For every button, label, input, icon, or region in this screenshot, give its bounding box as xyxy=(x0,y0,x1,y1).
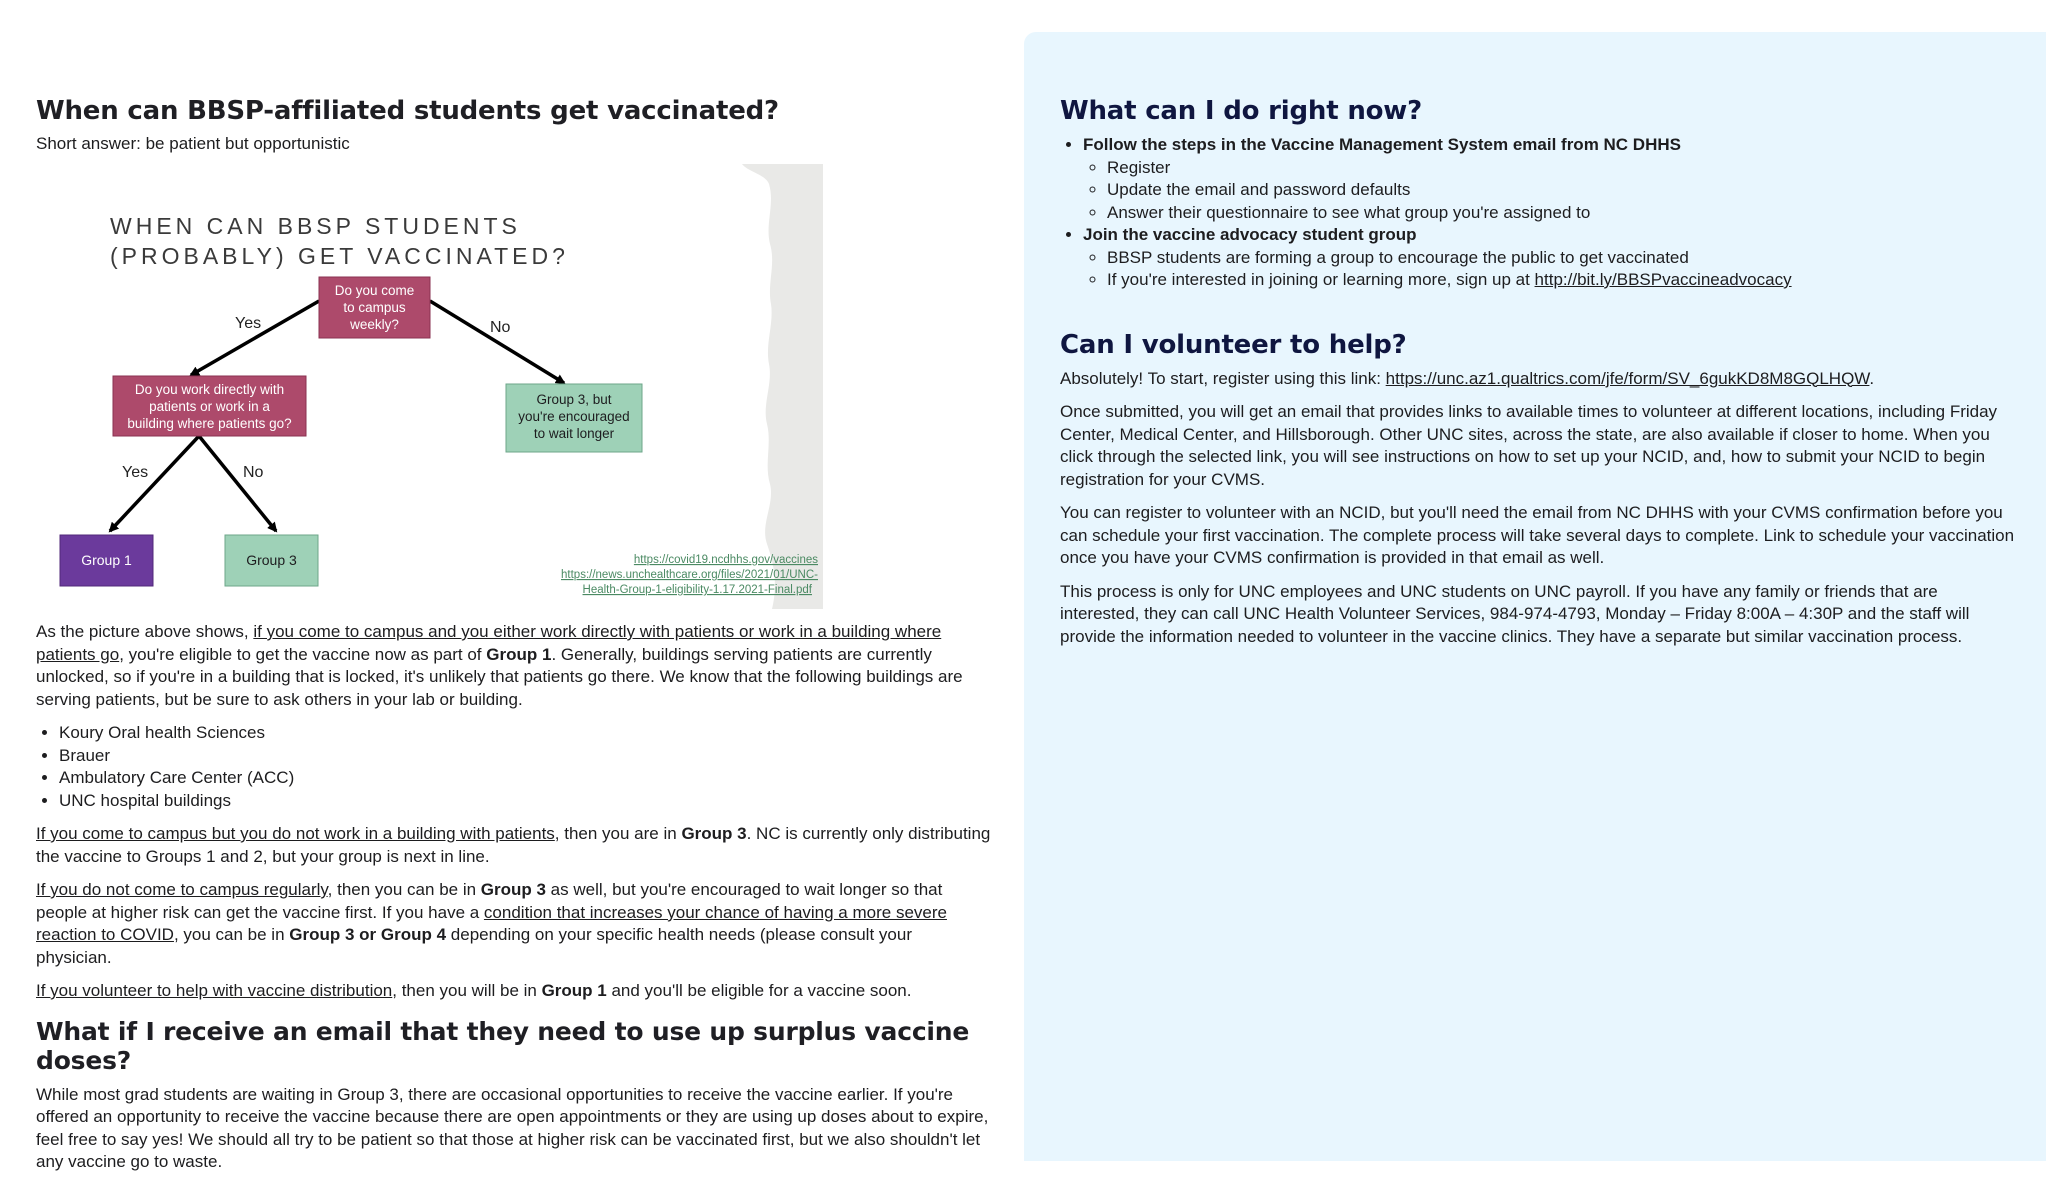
action-item xyxy=(1083,224,2020,292)
question2-line1: Do you work directly with xyxy=(134,382,285,397)
arrow-no1 xyxy=(430,301,564,383)
arrow-yes1 xyxy=(191,301,319,375)
page-heading: When can BBSP-affiliated students get vaccinated? xyxy=(36,96,779,126)
p3-text-b: as well, but you're encouraged to wait longer so that people at higher risk can get the vaccine first. If you have a xyxy=(36,880,943,922)
surplus-heading: What if I receive an email that they need to use up surplus vaccine doses? xyxy=(36,1016,970,1075)
p2-underline: If you come to campus but you do not work in a building with patients xyxy=(36,824,555,843)
p3-text-d: depending on your specific health needs (please consult your physician. xyxy=(36,925,912,967)
left-column xyxy=(36,96,992,1185)
p1-text-a: As the picture above shows, xyxy=(36,622,254,641)
building-item: • Brauer xyxy=(59,745,992,768)
qualtrics-link[interactable]: https://unc.az1.qualtrics.com/jfe/form/SV_6gukKD8M8GQLHQW xyxy=(1385,368,1870,388)
p2-bold-group: Group 3 xyxy=(681,824,747,843)
paragraph-remote xyxy=(36,879,992,969)
sub-item: ◦ BBSP students are forming a group to encourage the public to get vaccinated xyxy=(1107,247,2020,270)
p1-text-b: , you're eligible to get the vaccine now as part of xyxy=(119,644,487,664)
building-item: • Ambulatory Care Center (ACC) xyxy=(59,767,992,790)
sub-item: ◦ Update the email and password defaults xyxy=(1107,179,2020,202)
label-no2: No xyxy=(243,464,264,481)
action-item-label: Join the vaccine advocacy student group xyxy=(1083,225,1417,244)
sub-item: ◦ Answer their questionnaire to see what group you're assigned to xyxy=(1107,202,2020,225)
group1-label: Group 1 xyxy=(81,552,132,568)
question2-line2: patients or work in a xyxy=(149,399,270,414)
right-panel xyxy=(1024,32,2046,1161)
p2-text-a: , then you are in xyxy=(554,824,682,843)
group3-label: Group 3 xyxy=(246,552,297,568)
action-list xyxy=(1060,134,2020,292)
action-sublist xyxy=(1083,247,2020,292)
p3-bold-group1: Group 3 xyxy=(480,880,546,899)
flowchart-figure xyxy=(36,164,826,609)
question2-line3: building where patients go? xyxy=(127,416,292,431)
action-item xyxy=(1083,134,2020,224)
building-item: • Koury Oral health Sciences xyxy=(59,722,992,745)
p4-text-b: and you'll be eligible for a vaccine soon. xyxy=(606,981,912,1000)
p1-underline: if you come to campus and you either work directly with patients or work in a building where patients go xyxy=(36,622,942,664)
source-link-3: Health-Group-1-eligibility-1.17.2021-Final.pdf xyxy=(582,584,812,596)
label-yes2: Yes xyxy=(122,464,149,481)
group3-wait-line1: Group 3, but xyxy=(536,392,612,407)
p4-bold-group: Group 1 xyxy=(541,981,607,1000)
sub-item: ◦ Register xyxy=(1107,157,2020,180)
p2-text-b: . NC is currently only distributing the vaccine to Groups 1 and 2, but your group is next in line. xyxy=(36,824,991,866)
p3-text-c: , you can be in xyxy=(173,925,290,944)
p3-underline-2: condition that increases your chance of having a more severe reaction to COVID xyxy=(36,902,947,944)
arrow-no2 xyxy=(199,436,276,531)
volunteer-paragraph-3: You can register to volunteer with an NCID, but you'll need the email from NC DHHS with your CVMS confirmation before you can schedule your first vaccination. The complete process will take several days to complete. Link to schedule your vaccination once you have your CVMS confirmation is provided in that email as well. xyxy=(1060,503,2015,567)
sub-item xyxy=(1107,269,2020,292)
question1-line1: Do you come xyxy=(334,283,415,298)
volunteer-paragraph-2: Once submitted, you will get an email that provides links to available times to volunteer at different locations, including Friday Center, Medical Center, and Hillsborough. Other UNC sites, across the state, are also available if closer to home. When you click through the selected link, you will see instructions on how to set up your NCID, and, how to submit your NCID to begin registration for your CVMS. xyxy=(1060,402,1998,489)
paragraph-surplus: While most grad students are waiting in Group 3, there are occasional opportunities to receive the vaccine earlier. If you're offered an opportunity to receive the vaccine because there are open appointments or they are using up doses about to expire, feel free to say yes! We should all try to be patient so that those at higher risk can be vaccinated first, but we also shouldn't let any vaccine go to waste. xyxy=(36,1084,989,1171)
paragraph-group1 xyxy=(36,621,992,711)
advocacy-link[interactable]: http://bit.ly/BBSPvaccineadvocacy xyxy=(1534,270,1792,289)
volunteer-paragraph-1 xyxy=(1060,368,2020,391)
paragraph-volunteer xyxy=(36,980,992,1003)
question1-line3: weekly? xyxy=(350,317,399,332)
group3-wait-line3: to wait longer xyxy=(533,426,615,441)
register-end: . xyxy=(1869,368,1875,388)
question1-line2: to campus xyxy=(343,300,406,315)
advocacy-text: If you're interested in joining or learning more, sign up at xyxy=(1107,270,1535,289)
p1-text-c: . Generally, buildings serving patients are currently unlocked, so if you're in a building that is locked, it's unlikely that patients go there. We know that the following buildings are serving patients, but be sure to ask others in your lab or building. xyxy=(36,644,963,709)
p4-underline: If you volunteer to help with vaccine distribution xyxy=(36,981,393,1000)
p3-text-a: , then you can be in xyxy=(327,880,481,899)
register-text: Absolutely! To start, register using this link: xyxy=(1060,368,1386,388)
arrow-yes2 xyxy=(110,436,199,531)
source-link-1: https://covid19.ncdhhs.gov/vaccines xyxy=(633,554,818,566)
figure-backdrop xyxy=(742,164,823,609)
paragraph-group3 xyxy=(36,823,992,868)
label-no1: No xyxy=(490,319,511,336)
p4-text-a: , then you will be in xyxy=(392,981,542,1000)
right-panel-content xyxy=(1060,96,2020,659)
building-item: • UNC hospital buildings xyxy=(59,790,992,813)
building-list xyxy=(36,722,992,812)
figure-title-line2: (PROBABLY) GET VACCINATED? xyxy=(110,243,569,269)
right-now-heading: What can I do right now? xyxy=(1060,96,1422,126)
p1-bold-group: Group 1 xyxy=(486,644,552,664)
short-answer: Short answer: be patient but opportunistic xyxy=(36,134,350,153)
source-link-2: https://news.unchealthcare.org/files/2021/01/UNC- xyxy=(561,569,818,581)
p3-bold-group2: Group 3 or Group 4 xyxy=(289,925,447,944)
volunteer-heading: Can I volunteer to help? xyxy=(1060,329,1407,360)
volunteer-paragraph-4: This process is only for UNC employees and UNC students on UNC payroll. If you have any family or friends that are interested, they can call UNC Health Volunteer Services, 984-974-4793, Monday – Friday 8:00A – 4:30P and the staff will provide the information needed to volunteer in the vaccine clinics. They have a separate but similar vaccination process. xyxy=(1060,581,1970,646)
p3-underline-1: If you do not come to campus regularly xyxy=(36,880,328,899)
figure-title-line1: WHEN CAN BBSP STUDENTS xyxy=(110,213,521,239)
action-sublist xyxy=(1083,157,2020,225)
label-yes1: Yes xyxy=(235,315,262,332)
flowchart-svg xyxy=(36,164,826,609)
action-item-label: Follow the steps in the Vaccine Management System email from NC DHHS xyxy=(1083,135,1681,154)
group3-wait-line2: you're encouraged xyxy=(518,409,630,424)
